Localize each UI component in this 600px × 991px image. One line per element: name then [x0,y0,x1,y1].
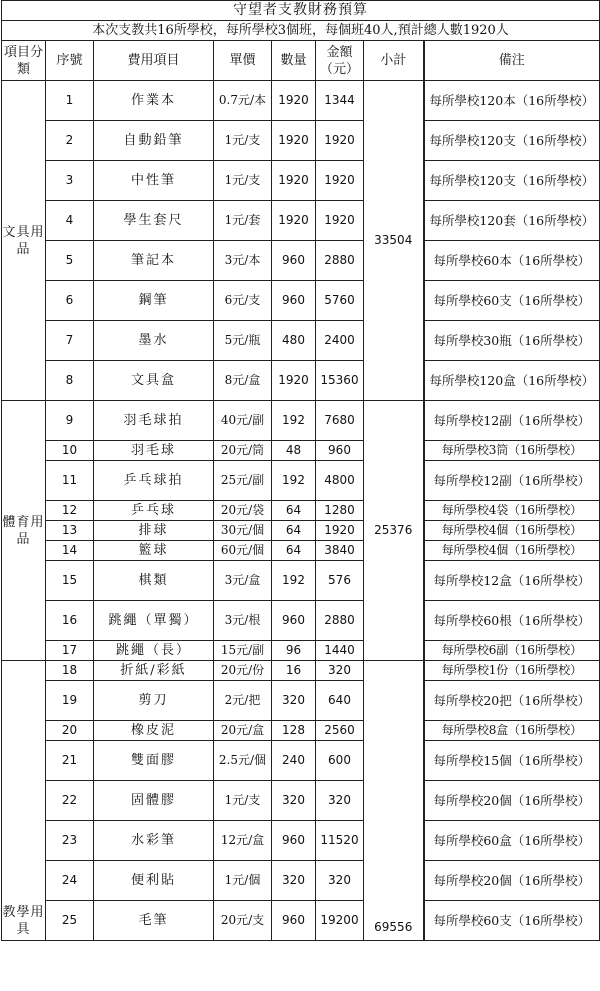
table-row [2,661,600,681]
unit-price-cell: 1元/支 [214,121,272,161]
quantity-cell: 960 [272,281,316,321]
amount-cell: 1920 [316,521,364,541]
item-cell: 羽毛球 [94,441,214,461]
table-row [2,541,600,561]
item-cell: 剪刀 [94,681,214,721]
category-cell: 文具用品 [2,81,46,401]
item-cell: 毛筆 [94,901,214,941]
table-row [2,781,600,821]
serial-cell: 24 [46,861,94,901]
amount-cell: 2400 [316,321,364,361]
table-row [2,561,600,601]
amount-cell: 5760 [316,281,364,321]
unit-price-cell: 20元/袋 [214,501,272,521]
unit-price-cell: 60元/個 [214,541,272,561]
item-cell: 橡皮泥 [94,721,214,741]
serial-cell: 4 [46,201,94,241]
note-cell: 每所學校30瓶（16所學校） [424,321,600,361]
serial-cell: 8 [46,361,94,401]
amount-cell: 640 [316,681,364,721]
note-cell: 每所學校20個（16所學校） [424,861,600,901]
quantity-cell: 240 [272,741,316,781]
note-cell: 每所學校12盒（16所學校） [424,561,600,601]
serial-cell: 5 [46,241,94,281]
note-cell: 每所學校12副（16所學校） [424,461,600,501]
serial-cell: 13 [46,521,94,541]
item-cell: 雙面膠 [94,741,214,781]
note-cell: 每所學校4袋（16所學校） [424,501,600,521]
quantity-cell: 48 [272,441,316,461]
amount-cell: 3840 [316,541,364,561]
quantity-cell: 64 [272,541,316,561]
unit-price-cell: 2元/把 [214,681,272,721]
item-cell: 水彩筆 [94,821,214,861]
serial-cell: 17 [46,641,94,661]
note-cell: 每所學校6副（16所學校） [424,641,600,661]
header-row [2,41,600,81]
note-cell: 每所學校60支（16所學校） [424,901,600,941]
amount-cell: 1344 [316,81,364,121]
title-row [2,1,600,21]
quantity-cell: 960 [272,601,316,641]
unit-price-cell: 20元/盒 [214,721,272,741]
table-row [2,601,600,641]
item-cell: 便利貼 [94,861,214,901]
amount-cell: 1440 [316,641,364,661]
quantity-cell: 192 [272,461,316,501]
item-cell: 乒乓球拍 [94,461,214,501]
unit-price-cell: 0.7元/本 [214,81,272,121]
table-row [2,161,600,201]
amount-cell: 1920 [316,161,364,201]
item-cell: 排球 [94,521,214,541]
table-row [2,441,600,461]
amount-cell: 15360 [316,361,364,401]
quantity-cell: 1920 [272,81,316,121]
item-cell: 棋類 [94,561,214,601]
table-row [2,121,600,161]
quantity-cell: 320 [272,861,316,901]
unit-price-cell: 2.5元/個 [214,741,272,781]
amount-cell: 320 [316,861,364,901]
quantity-cell: 128 [272,721,316,741]
quantity-cell: 1920 [272,161,316,201]
table-row [2,641,600,661]
unit-price-cell: 3元/根 [214,601,272,641]
serial-cell: 22 [46,781,94,821]
table-row [2,741,600,781]
amount-cell: 2880 [316,601,364,641]
unit-price-cell: 3元/本 [214,241,272,281]
item-cell: 筆記本 [94,241,214,281]
note-cell: 每所學校4個（16所學校） [424,521,600,541]
note-cell: 每所學校1份（16所學校） [424,661,600,681]
amount-cell: 4800 [316,461,364,501]
unit-price-cell: 1元/支 [214,161,272,201]
unit-price-cell: 12元/盒 [214,821,272,861]
quantity-cell: 192 [272,401,316,441]
quantity-cell: 64 [272,501,316,521]
note-cell: 每所學校60盒（16所學校） [424,821,600,861]
quantity-cell: 192 [272,561,316,601]
subtitle-row [2,21,600,41]
serial-cell: 12 [46,501,94,521]
serial-cell: 19 [46,681,94,721]
quantity-cell: 320 [272,781,316,821]
item-cell: 作業本 [94,81,214,121]
header-note: 備注 [424,41,600,81]
unit-price-cell: 20元/筒 [214,441,272,461]
note-cell: 每所學校120套（16所學校） [424,201,600,241]
serial-cell: 3 [46,161,94,201]
item-cell: 羽毛球拍 [94,401,214,441]
header-serial: 序號 [46,41,94,81]
note-cell: 每所學校3筒（16所學校） [424,441,600,461]
quantity-cell: 960 [272,241,316,281]
table-row [2,521,600,541]
table-row [2,321,600,361]
note-cell: 每所學校120支（16所學校） [424,121,600,161]
serial-cell: 2 [46,121,94,161]
note-cell: 每所學校60根（16所學校） [424,601,600,641]
unit-price-cell: 30元/個 [214,521,272,541]
quantity-cell: 1920 [272,201,316,241]
table-row [2,361,600,401]
quantity-cell: 64 [272,521,316,541]
item-cell: 跳繩（長） [94,641,214,661]
serial-cell: 11 [46,461,94,501]
quantity-cell: 96 [272,641,316,661]
table-row [2,241,600,281]
serial-cell: 16 [46,601,94,641]
table-row [2,861,600,901]
amount-cell: 320 [316,661,364,681]
serial-cell: 23 [46,821,94,861]
table-row [2,461,600,501]
unit-price-cell: 15元/副 [214,641,272,661]
unit-price-cell: 1元/個 [214,861,272,901]
subtotal-cell: 33504 [364,81,424,401]
table-row [2,901,600,941]
serial-cell: 7 [46,321,94,361]
amount-cell: 320 [316,781,364,821]
unit-price-cell: 1元/套 [214,201,272,241]
quantity-cell: 960 [272,901,316,941]
item-cell: 墨水 [94,321,214,361]
amount-cell: 2560 [316,721,364,741]
unit-price-cell: 8元/盒 [214,361,272,401]
serial-cell: 15 [46,561,94,601]
subtotal-cell: 69556 [364,661,424,941]
amount-cell: 960 [316,441,364,461]
item-cell: 學生套尺 [94,201,214,241]
quantity-cell: 1920 [272,361,316,401]
quantity-cell: 1920 [272,121,316,161]
note-cell: 每所學校120本（16所學校） [424,81,600,121]
table-row [2,501,600,521]
item-cell: 固體膠 [94,781,214,821]
amount-cell: 7680 [316,401,364,441]
serial-cell: 25 [46,901,94,941]
amount-cell: 600 [316,741,364,781]
note-cell: 每所學校120支（16所學校） [424,161,600,201]
amount-cell: 1280 [316,501,364,521]
serial-cell: 1 [46,81,94,121]
serial-cell: 18 [46,661,94,681]
header-quantity: 數量 [272,41,316,81]
subtotal-cell: 25376 [364,401,424,661]
item-cell: 乒乓球 [94,501,214,521]
quantity-cell: 480 [272,321,316,361]
note-cell: 每所學校12副（16所學校） [424,401,600,441]
serial-cell: 10 [46,441,94,461]
item-cell: 自動鉛筆 [94,121,214,161]
amount-cell: 576 [316,561,364,601]
amount-cell: 1920 [316,201,364,241]
note-cell: 每所學校60本（16所學校） [424,241,600,281]
item-cell: 文具盒 [94,361,214,401]
item-cell: 跳繩（單獨） [94,601,214,641]
table-title: 守望者支教財務預算 [2,1,600,21]
unit-price-cell: 40元/副 [214,401,272,441]
table-row [2,821,600,861]
header-unit-price: 單價 [214,41,272,81]
unit-price-cell: 20元/支 [214,901,272,941]
amount-cell: 19200 [316,901,364,941]
note-cell: 每所學校20把（16所學校） [424,681,600,721]
item-cell: 籃球 [94,541,214,561]
amount-cell: 11520 [316,821,364,861]
table-subtitle: 本次支教共16所學校，每所學校3個班，每個班40人,預計總人數1920人 [2,21,600,41]
note-cell: 每所學校120盒（16所學校） [424,361,600,401]
category-cell: 教學用具 [2,661,46,941]
unit-price-cell: 25元/副 [214,461,272,501]
unit-price-cell: 6元/支 [214,281,272,321]
quantity-cell: 16 [272,661,316,681]
note-cell: 每所學校15個（16所學校） [424,741,600,781]
header-amount: 金額（元） [316,41,364,81]
header-category: 項目分類 [2,41,46,81]
table-row [2,81,600,121]
budget-table [1,0,600,941]
serial-cell: 14 [46,541,94,561]
serial-cell: 6 [46,281,94,321]
serial-cell: 20 [46,721,94,741]
serial-cell: 9 [46,401,94,441]
table-row [2,281,600,321]
note-cell: 每所學校8盒（16所學校） [424,721,600,741]
table-row [2,681,600,721]
unit-price-cell: 3元/盒 [214,561,272,601]
quantity-cell: 320 [272,681,316,721]
item-cell: 折紙/彩紙 [94,661,214,681]
category-cell: 體育用品 [2,401,46,661]
quantity-cell: 960 [272,821,316,861]
unit-price-cell: 20元/份 [214,661,272,681]
serial-cell: 21 [46,741,94,781]
table-row [2,401,600,441]
amount-cell: 1920 [316,121,364,161]
table-row [2,201,600,241]
header-item: 費用項目 [94,41,214,81]
unit-price-cell: 5元/瓶 [214,321,272,361]
note-cell: 每所學校4個（16所學校） [424,541,600,561]
table-row [2,721,600,741]
item-cell: 中性筆 [94,161,214,201]
note-cell: 每所學校60支（16所學校） [424,281,600,321]
unit-price-cell: 1元/支 [214,781,272,821]
note-cell: 每所學校20個（16所學校） [424,781,600,821]
header-subtotal: 小計 [364,41,424,81]
amount-cell: 2880 [316,241,364,281]
item-cell: 鋼筆 [94,281,214,321]
